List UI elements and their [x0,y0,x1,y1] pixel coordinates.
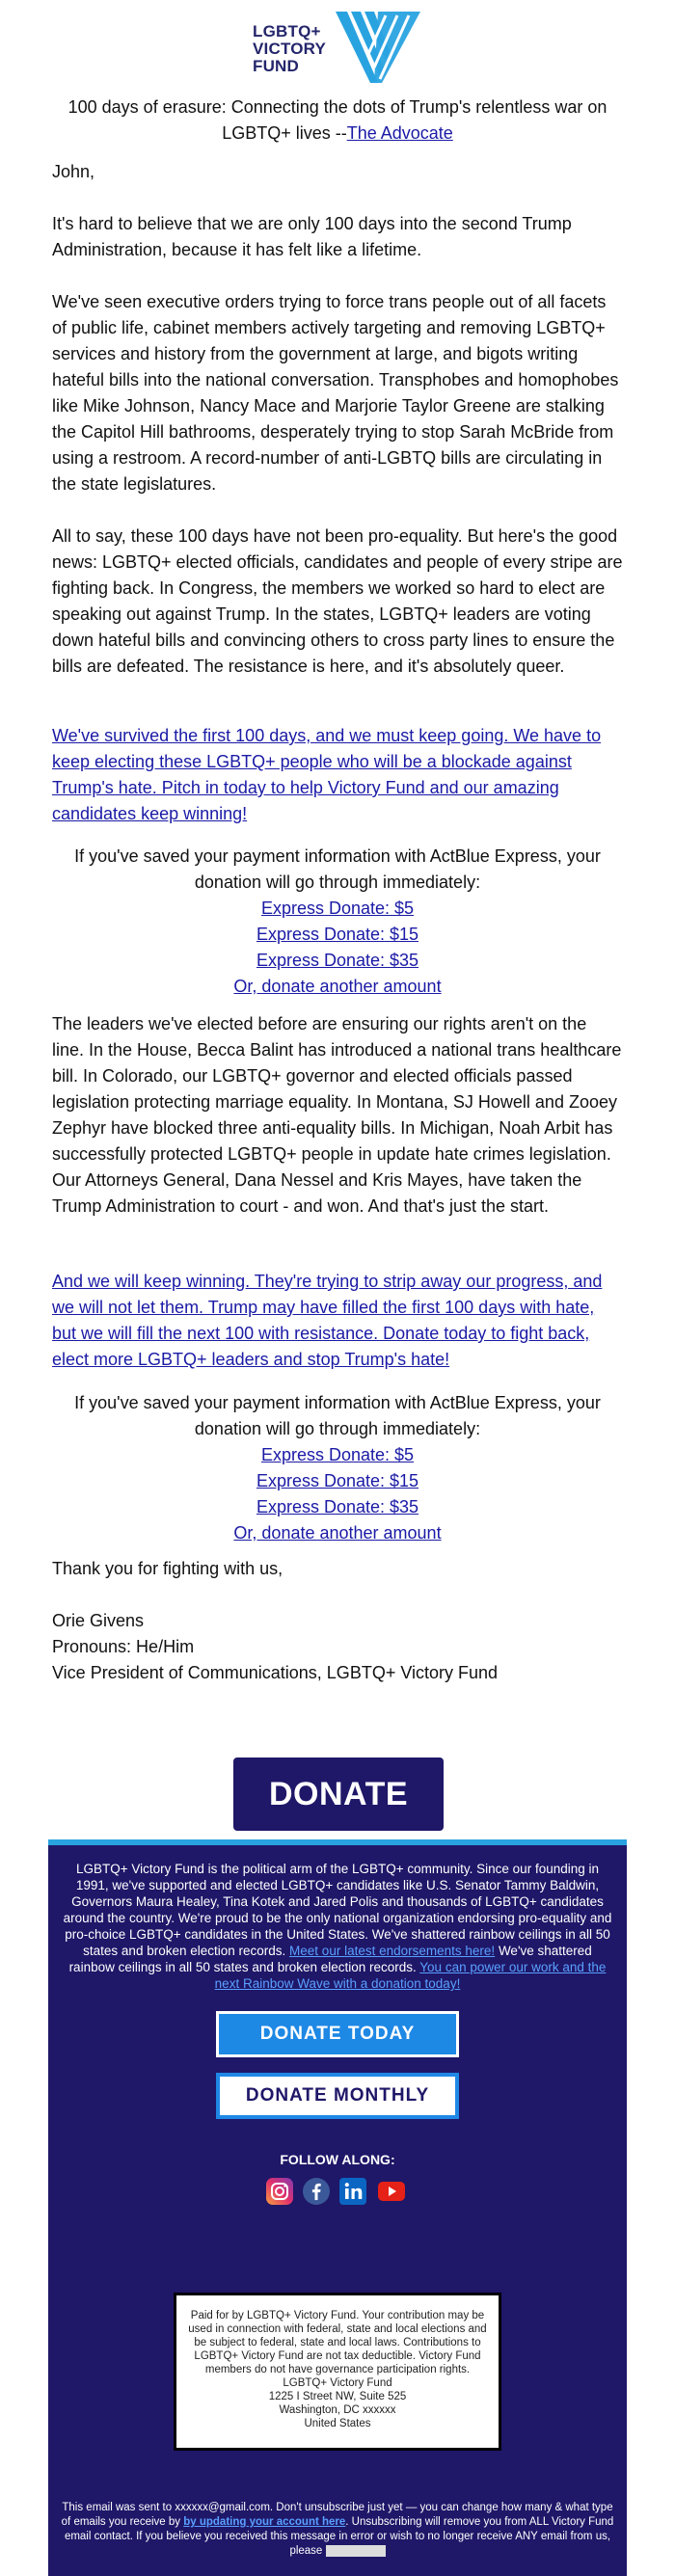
endorsements-link[interactable]: Meet our latest endorsements here! [289,1944,496,1958]
org-street: 1225 I Street NW, Suite 525 [268,2391,407,2402]
paid-for-disclaimer [174,2293,501,2451]
paragraph-intro: It's hard to believe that we are only 100 days into the second Trump Administration, because it has felt like a lifetime. [52,214,572,259]
unsubscribe-notice [58,2501,617,2559]
unsubscribe-link[interactable]: unsubscribe [325,2545,386,2557]
signoff-name: Orie Givens [52,1611,145,1630]
donate-today-button[interactable]: DONATE TODAY [216,2011,459,2057]
express-donate-block-1 [48,844,627,1000]
express-intro: If you've saved your payment information with ActBlue Express, your donation will go through immediately: [74,846,601,892]
footer-about-text: LGBTQ+ Victory Fund is the political arm of the LGBTQ+ community. Since our founding in 1991, we've supported and elected LGBTQ+ candidates like U.S. Senator Tammy Baldwin, Governors Maura Healey, Tina Kotek and Jared Polis and thousands of LGBTQ+ candidates around the country. We're proud to be the only national organization endorsing pro-equality and pro-choice LGBTQ+ candidates in the United States. We've shattered rainbow ceilings in all 50 states and broken election records. [63,1862,612,1958]
footer-mid-text: We've shattered rainbow ceilings in all 50 states and broken election records. [68,1944,592,1974]
headline-text: 100 days of erasure: Connecting the dots of Trump's relentless war on LGBTQ+ lives -- [68,97,608,143]
unsub-text-1: This email was sent to xxxxxx@gmail.com. Don't unsubscribe just yet — you can change how many & what type of emails you receive by [61,2502,613,2528]
social-links [265,2177,410,2208]
donate-monthly-button[interactable]: DONATE MONTHLY [216,2073,459,2119]
rainbow-wave-link[interactable]: You can power our work and the next Rainbow Wave with a donation today! [214,1960,607,1991]
facebook-icon[interactable] [302,2177,331,2206]
instagram-icon[interactable] [265,2177,294,2206]
logo-line-1: LGBTQ+ [253,22,321,40]
express-donate-15-link[interactable]: Express Donate: $15 [256,925,419,944]
donate-other-amount-link[interactable]: Or, donate another amount [233,977,442,996]
keep-winning-link[interactable]: And we will keep winning. They're trying to strip away our progress, and we will not let them. Trump may have filled the first 100 days with hate, but we will fill the next 100 with resistance. Donate today to fight back, elect more LGBTQ+ leaders and stop Trump's hate! [52,1272,603,1369]
update-account-link[interactable]: by updating your account here [183,2516,346,2528]
signoff-pronouns: Pronouns: He/Him [52,1637,195,1656]
donate-button[interactable]: DONATE [233,1758,444,1831]
express-donate-5-link[interactable]: Express Donate: $5 [260,899,415,918]
express-donate-15-link[interactable]: Express Donate: $15 [256,1471,419,1490]
follow-along-label: FOLLOW ALONG: [280,2152,395,2167]
org-name: LGBTQ+ Victory Fund [283,2377,392,2389]
linkedin-icon[interactable] [338,2177,367,2206]
article-headline [48,94,627,147]
greeting: John, [52,162,95,181]
org-country: United States [304,2418,371,2429]
unsub-text-2: . Unsubscribing will remove you from ALL Victory Fund email contact. If you believe you received this message in error or wish to no longer receive ANY email from us, please [64,2516,614,2557]
express-donate-block-2 [48,1390,627,1546]
footer-intro [60,1861,615,1992]
logo-line-3: FUND [253,57,300,75]
the-advocate-link[interactable]: The Advocate [346,123,453,143]
signoff-title: Vice President of Communications, LGBTQ+ Victory Fund [52,1663,499,1682]
express-donate-35-link[interactable]: Express Donate: $35 [256,1497,419,1516]
paragraph-leaders: The leaders we've elected before are ensuring our rights aren't on the line. In the House, Becca Balint has introduced a national trans healthcare bill. In Colorado, our LGBTQ+ governor and elected officials passed legislation protecting marriage equality. In Montana, SJ Howell and Zooey Zephyr have blocked three anti-equality bills. In Michigan, Noah Arbit has successfully protected LGBTQ+ people in update hate crimes legislation. Our Attorneys General, Dana Nessel and Kris Mayes, have taken the Trump Administration to court - and won. And that's just the start. [52,1014,622,1216]
victory-v-mark-icon [332,10,422,87]
express-intro: If you've saved your payment information with ActBlue Express, your donation will go through immediately: [74,1393,601,1438]
express-donate-5-link[interactable]: Express Donate: $5 [260,1445,415,1464]
org-city: Washington, DC xxxxxx [279,2404,396,2416]
signoff-thanks: Thank you for fighting with us, [52,1559,284,1578]
footer [48,1839,627,2576]
youtube-icon[interactable] [377,2177,406,2206]
paragraph-good-news: All to say, these 100 days have not been pro-equality. But here's the good news: LGBTQ+ elected officials, candidates and people of every stripe are fighting back. In Congress, the members we worked so hard to elect are speaking out against Trump. In the states, LGBTQ+ leaders are voting down hateful bills and convincing others to cross party lines to ensure the bills are defeated. The resistance is here, and it's absolutely queer. [52,526,623,676]
pitch-in-link[interactable]: We've survived the first 100 days, and we must keep going. We have to keep electing these LGBTQ+ people who will be a blockade against Trump's hate. Pitch in today to help Victory Fund and our amazing candidates keep winning! [52,726,602,823]
donate-other-amount-link[interactable]: Or, donate another amount [233,1523,442,1543]
victory-fund-logo[interactable] [251,10,424,89]
paid-for-text: Paid for by LGBTQ+ Victory Fund. Your contribution may be used in connection with federal, state and local elections and be subject to federal, state and local laws. Contributions to LGBTQ+ Victory Fund are not tax deductible. Victory Fund members do not have governance participation rights. [188,2310,487,2375]
express-donate-35-link[interactable]: Express Donate: $35 [256,951,419,970]
paragraph-executive-orders: We've seen executive orders trying to force trans people out of all facets of public life, cabinet members actively targeting and removing LGBTQ+ services and history from the government at large, and bigots writing hateful bills into the national conversation. Transphobes and homophobes like Mike Johnson, Nancy Mace and Marjorie Taylor Greene are stalking the Capitol Hill bathrooms, desperately trying to stop Sarah McBride from using a restroom. A record-number of anti-LGBTQ bills are circulating in the state legislatures. [52,292,619,494]
logo-line-2: VICTORY [253,40,327,58]
